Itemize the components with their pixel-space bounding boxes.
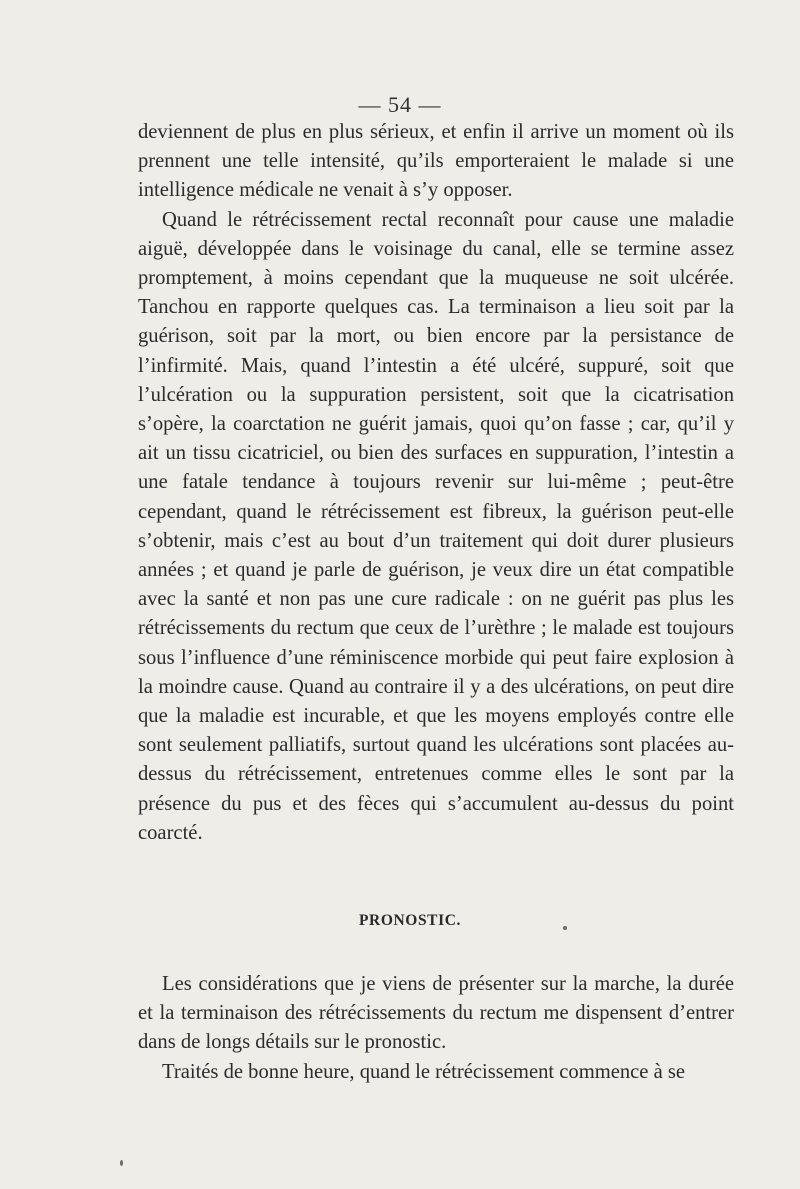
section-heading-pronostic: PRONOSTIC. — [358, 912, 462, 929]
paragraph-pronostic-intro: Les considérations que je viens de présenter sur la marche, la durée et la terminaison des rétrécissements du rectum me dispensent d’entrer dans de longs détails sur le pronostic. — [138, 973, 734, 1054]
main-text — [138, 118, 734, 848]
paper-speck — [120, 1160, 123, 1166]
pronostic-text — [138, 970, 734, 1087]
page-number: — 54 — — [358, 92, 442, 117]
paragraph-termination: Quand le rétrécissement rectal reconnaît pour cause une maladie aiguë, développée dans le voisinage du canal, elle se termine assez promptement, à moins cependant que la muqueuse ne soit ulcérée. Tanchou en rapporte quelques cas. La terminaison a lieu soit par la guérison, soit par la mort, ou bien encore par la persistance de l’infirmité. Mais, quand l’intestin a été ulcéré, suppuré, soit que l’ulcération ou la suppuration persistent, soit que la cicatrisation s’opère, la coarctation ne guérit jamais, quoi qu’on fasse ; car, qu’il y ait un tissu cicatriciel, ou bien des surfaces en suppuration, l’intestin a une fatale tendance à toujours revenir sur lui-même ; peut-être cependant, quand le rétrécissement est fibreux, la guérison peut-elle s’obtenir, mais c’est au bout d’un traitement qui doit durer plusieurs années ; et quand je parle de guérison, je veux dire un état compatible avec la santé et non pas une cure radicale : on ne guérit pas plus les rétrécissements du rectum que ceux de l’urèthre ; le malade est toujours sous l’influence d’une réminiscence morbide qui peut faire explosion à la moindre cause. Quand au contraire il y a des ulcérations, on peut dire que la maladie est incurable, et que les moyens employés contre elle sont seulement palliatifs, surtout quand les ulcérations sont placées au-dessus du rétrécissement, entretenues comme elles le sont par la présence du pus et des fèces qui s’accumulent au-dessus du point coarcté. — [138, 208, 734, 844]
paragraph-continuation: deviennent de plus en plus sérieux, et enfin il arrive un moment où ils prennent une telle intensité, qu’ils emporteraient le malade si une intelligence médicale ne venait à s’y opposer. — [138, 121, 734, 202]
paragraph-pronostic-treatment: Traités de bonne heure, quand le rétrécissement commence à se — [162, 1060, 686, 1083]
paper-speck — [563, 926, 567, 930]
